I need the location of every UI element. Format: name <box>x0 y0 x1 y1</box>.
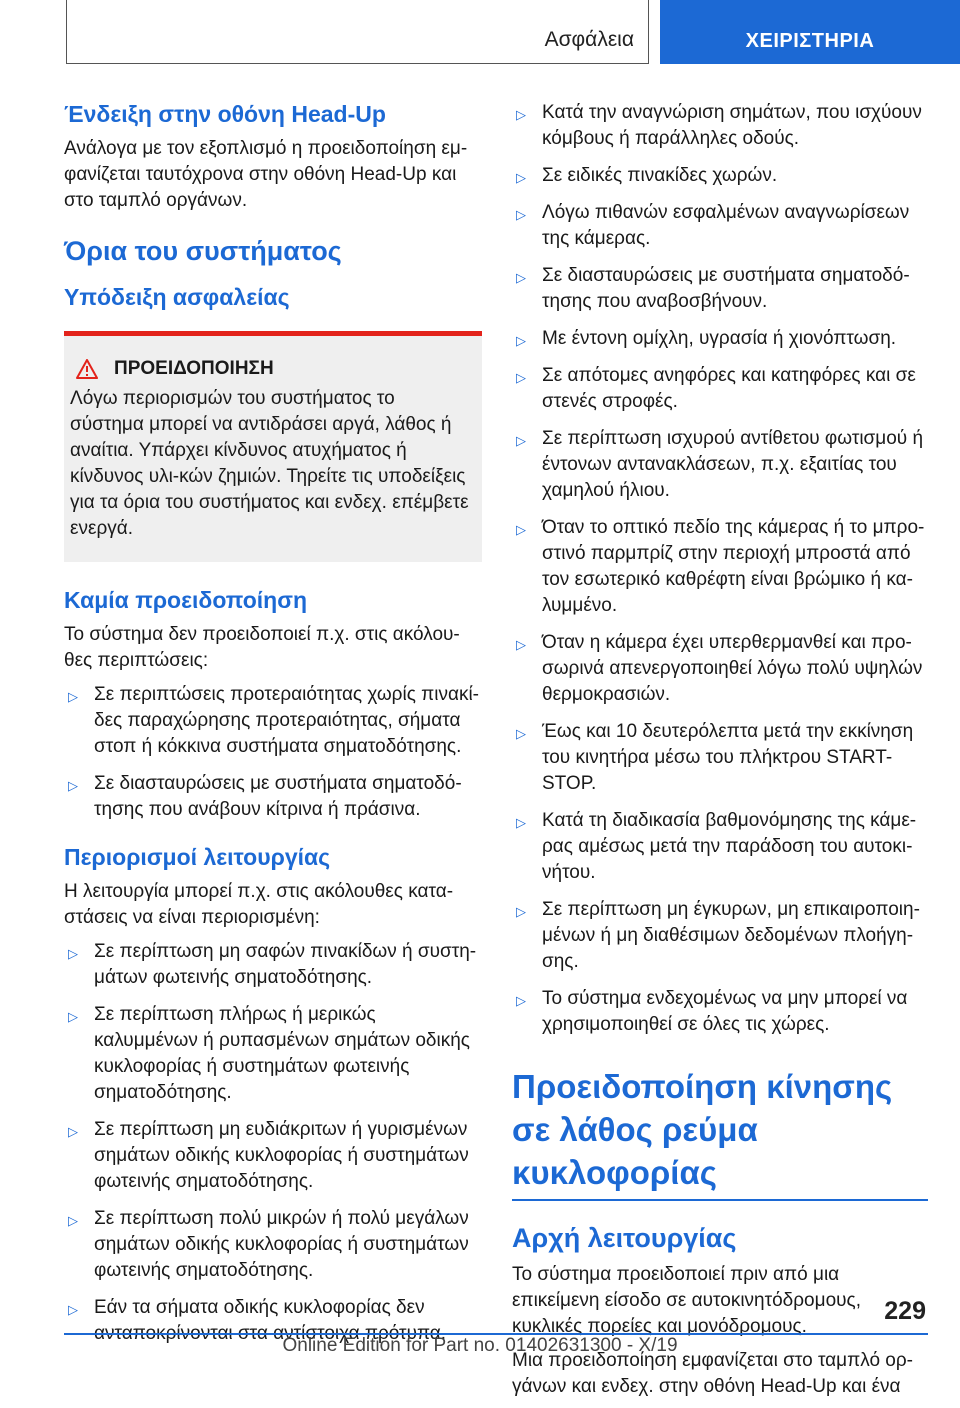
list-item: ▷ Εάν τα σήματα οδικής κυκλοφορίας δεν ανταποκρίνονται στα αντίστοιχα πρότυπα. <box>68 1296 447 1344</box>
triangle-bullet-icon: ▷ <box>516 522 526 537</box>
triangle-bullet-icon: ▷ <box>68 1301 78 1317</box>
header-section-title: Ασφάλεια <box>544 28 634 51</box>
header-chapter-tab: ΧΕΙΡΙΣΤΗΡΙΑ <box>660 0 960 64</box>
triangle-bullet-icon: ▷ <box>68 1008 78 1024</box>
warning-text: Λόγω περιορισμών του συστήματος το σύστημα μπορεί να αντιδράσει αργά, λάθος ή αναίτια. Υπάρχει κίνδυνος ατυχήματος ή κίνδυνος υλι-κών ζημιών. Τηρείτε τις υποδείξεις για τα όρια του συστήματος και ενδεχ. επέμβετε ενεργά. <box>70 387 469 539</box>
paragraph-function-limits: Η λειτουργία μπορεί π.χ. στις ακόλουθες κατα-στάσεις να είναι περιορισμένη: <box>64 880 454 928</box>
triangle-bullet-icon: ▷ <box>516 107 526 122</box>
list-item: ▷ Σε ειδικές πινακίδες χωρών. <box>512 163 928 189</box>
heading-principle: Αρχή λειτουργίας <box>512 1222 737 1253</box>
triangle-bullet-icon: ▷ <box>516 207 526 222</box>
header-section-box <box>66 0 649 64</box>
function-limits-list-continued <box>512 100 928 1038</box>
footer-edition: Online Edition for Part no. 01402631300 - X/19 <box>282 1335 678 1356</box>
list-item: ▷ Σε απότομες ανηφόρες και κατηφόρες και σε στενές στροφές. <box>516 365 916 412</box>
left-column <box>64 100 482 1358</box>
warning-box <box>64 331 482 562</box>
heading-safety-note: Υπόδειξη ασφαλείας <box>64 283 290 310</box>
paragraph-principle-1: Το σύστημα προειδοποιεί πριν από μια επικείμενη είσοδο σε αυτοκινητόδρομους, κυκλικές πορείες και μονόδρομους. <box>512 1263 861 1337</box>
list-item: ▷ Το σύστημα ενδεχομένως να μην μπορεί να χρησιμοποιηθεί σε όλες τις χώρες. <box>516 988 908 1035</box>
triangle-bullet-icon: ▷ <box>516 370 526 385</box>
list-item: ▷ Σε διασταυρώσεις με συστήματα σηματοδό-τησης που αναβοσβήνουν. <box>516 265 910 312</box>
triangle-bullet-icon: ▷ <box>516 270 526 285</box>
list-item: ▷ Σε περίπτωση πλήρως ή μερικώς καλυμμένων ή ρυπασμένων σημάτων οδικής κυκλοφορίας ή συστημάτων φωτεινής σηματοδότησης. <box>68 1003 470 1103</box>
list-item: ▷ Σε περίπτωση μη έγκυρων, μη επικαιροποιη-μένων ή μη διαθέσιμων δεδομένων πλοήγη-σης. <box>516 899 920 972</box>
paragraph-principle-2: Μια προειδοποίηση εμφανίζεται στο ταμπλό ορ-γάνων και ενδεχ. στην οθόνη Head-Up και ένα <box>512 1349 913 1397</box>
triangle-bullet-icon: ▷ <box>68 777 78 793</box>
list-item: ▷ Με έντονη ομίχλη, υγρασία ή χιονόπτωση. <box>512 326 928 352</box>
list-item: ▷ Σε περιπτώσεις προτεραιότητας χωρίς πινακί-δες παραχώρησης προτεραιότητας, σήματα στοπ ή κόκκινα συστήματα σηματοδότησης. <box>68 683 479 757</box>
triangle-bullet-icon: ▷ <box>516 993 526 1008</box>
triangle-bullet-icon: ▷ <box>516 433 526 448</box>
list-item: ▷ Κατά την αναγνώριση σημάτων, που ισχύουν κόμβους ή παράλληλες οδούς. <box>516 102 922 149</box>
heading-wrong-way-warning: Προειδοποίηση κίνησης σε λάθος ρεύμα κυκλοφορίας <box>512 1068 893 1191</box>
triangle-bullet-icon: ▷ <box>516 815 526 830</box>
triangle-bullet-icon: ▷ <box>516 333 526 348</box>
heading-wrong-way-wrap <box>512 1066 928 1201</box>
triangle-bullet-icon: ▷ <box>516 904 526 919</box>
warning-title-text: ΠΡΟΕΙΔΟΠΟΙΗΣΗ <box>114 357 274 379</box>
paragraph-head-up-display: Ανάλογα με τον εξοπλισμό η προειδοποίηση εμ-φανίζεται ταυτόχρονα στην οθόνη Head-Up και στο ταμπλό οργάνων. <box>64 137 468 211</box>
triangle-bullet-icon: ▷ <box>516 726 526 741</box>
warning-title <box>70 358 472 380</box>
page-number: 229 <box>884 1297 926 1325</box>
triangle-bullet-icon: ▷ <box>68 1212 78 1228</box>
list-item: ▷ Σε περίπτωση πολύ μικρών ή πολύ μεγάλων σημάτων οδικής κυκλοφορίας ή συστημάτων φωτεινής σηματοδότησης. <box>68 1207 469 1281</box>
heading-no-warning: Καμία προειδοποίηση <box>64 586 308 613</box>
list-item: ▷ Σε περίπτωση ισχυρού αντίθετου φωτισμού ή έντονων αντανακλάσεων, π.χ. εξαιτίας του χαμηλού ήλιου. <box>516 428 924 501</box>
list-item: ▷ Όταν η κάμερα έχει υπερθερμανθεί και προ-σωρινά απενεργοποιηθεί λόγω πολύ υψηλών θερμοκρασιών. <box>516 632 923 705</box>
list-item: ▷ Κατά τη διαδικασία βαθμονόμησης της κάμε-ρας αμέσως μετά την παράδοση του αυτοκι-νήτου. <box>516 810 917 883</box>
list-item: ▷ Λόγω πιθανών εσφαλμένων αναγνωρίσεων της κάμερας. <box>516 202 910 249</box>
triangle-bullet-icon: ▷ <box>516 637 526 652</box>
heading-head-up-display: Ένδειξη στην οθόνη Head-Up <box>64 101 386 127</box>
list-item: ▷ Έως και 10 δευτερόλεπτα μετά την εκκίνηση του κινητήρα μέσω του πλήκτρου START-STOP. <box>516 721 914 794</box>
heading-system-limits: Όρια του συστήματος <box>64 235 342 266</box>
list-item: ▷ Σε περίπτωση μη σαφών πινακίδων ή συστη-μάτων φωτεινής σηματοδότησης. <box>68 940 477 988</box>
list-item: ▷ Σε διασταυρώσεις με συστήματα σηματοδό-τησης που ανάβουν κίτρινα ή πράσινα. <box>68 772 462 820</box>
paragraph-no-warning: Το σύστημα δεν προειδοποιεί π.χ. στις ακόλου-θες περιπτώσεις: <box>64 623 460 671</box>
list-item: ▷ Σε περίπτωση μη ευδιάκριτων ή γυρισμένων σημάτων οδικής κυκλοφορίας ή συστημάτων φωτεινής σηματοδότησης. <box>68 1118 469 1192</box>
right-column <box>512 100 928 1408</box>
list-item: ▷ Όταν το οπτικό πεδίο της κάμερας ή το μπρο-στινό παρμπρίζ στην περιοχή μπροστά από τον εσωτερικό καθρέφτη είναι βρώμικο ή κα-λυμμένο. <box>516 517 925 616</box>
triangle-bullet-icon: ▷ <box>68 688 78 704</box>
warning-triangle-icon <box>76 359 98 379</box>
triangle-bullet-icon: ▷ <box>516 170 526 185</box>
heading-function-limits: Περιορισμοί λειτουργίας <box>64 843 331 870</box>
no-warning-list <box>64 682 482 823</box>
triangle-bullet-icon: ▷ <box>68 945 78 961</box>
triangle-bullet-icon: ▷ <box>68 1123 78 1139</box>
function-limits-list <box>64 939 482 1347</box>
